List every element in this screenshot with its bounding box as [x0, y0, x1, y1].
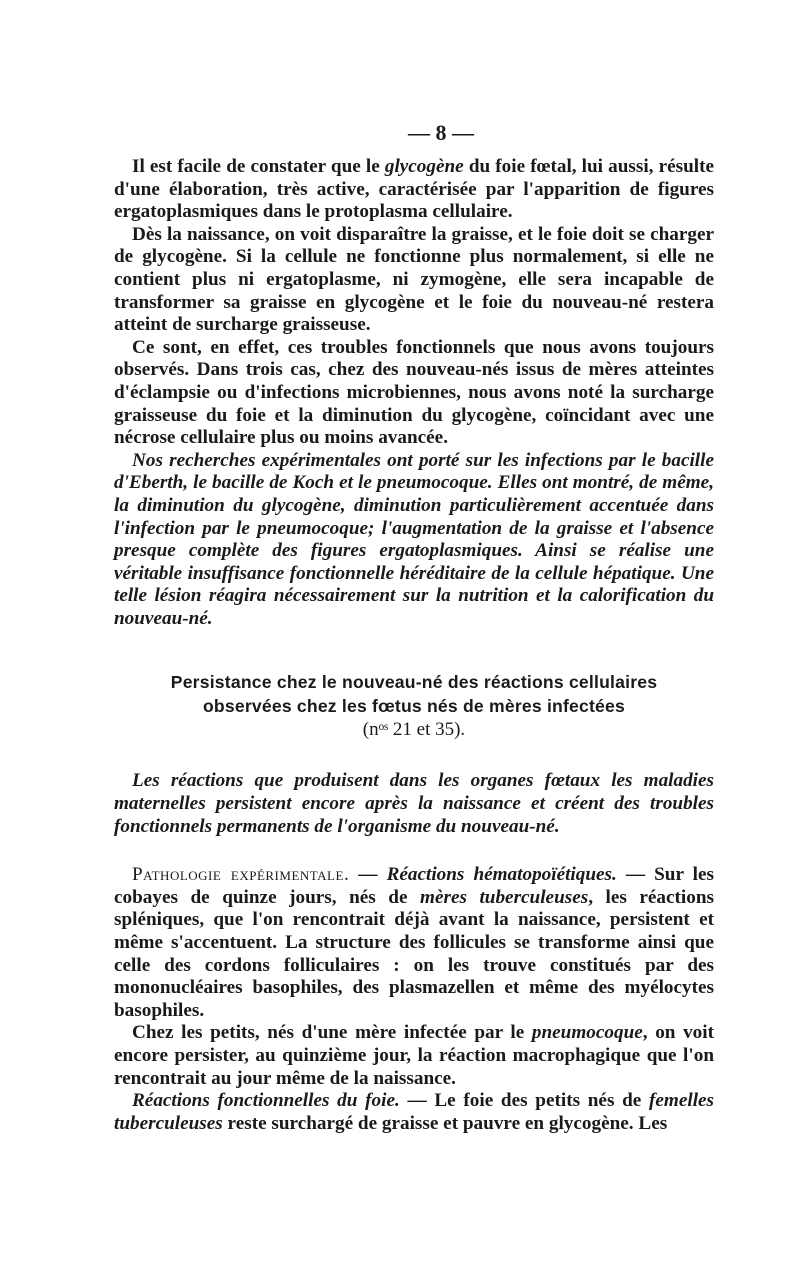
section-summary: Les réactions que produisent dans les organes fœtaux les maladies maternelles persistent encore après la naissance et créent des troubles fonctionnels permanents de l'organisme du nouveau-né. — [114, 770, 714, 837]
section-title — [114, 670, 714, 718]
paragraph-experimental-research: Nos recherches expérimentales ont porté sur les infections par le bacille d'Eberth, le bacille de Koch et le pneumocoque. Elles ont montré, de même, la diminution du glycogène, diminution particulièrement accentuée dans l'infection par le pneumocoque; l'augmentation de la graisse et l'absence presque complète des figures ergatoplasmiques. Ainsi se réalise une véritable insuffisance fonctionnelle héréditaire de la cellule hépatique. Une telle lésion réagira nécessairement sur la nutrition et la calorification du nouveau-né. — [114, 449, 714, 629]
paragraph-pneumocoque: Chez les petits, nés d'une mère infectée par le pneumocoque, on voit encore persister, au quinzième jour, la réaction macrophagique que l'on rencontrait au jour même de la naissance. — [114, 1022, 714, 1089]
paragraph-glycogen-fetal: Il est facile de constater que le glycogène du foie fœtal, lui aussi, résulte d'une élaboration, très active, caractérisée par l'apparition de figures ergatoplasmiques dans le protoplasma cellulaire. — [114, 156, 714, 223]
section-title-line2: observées chez les fœtus nés de mères infectées — [202, 696, 626, 717]
page-number: — 8 — — [408, 120, 474, 145]
paragraph-pathologie: Pathologie expérimentale. — Réactions hématopoïétiques. — Sur les cobayes de quinze jours, nés de mères tuberculeuses, les réactions spléniques, que l'on rencontrait déjà avant la naissance, persistent et même s'accentuent. La structure des follicules se transforme ainsi que celle des cordons folliculaires : on les trouve constitués par des mononucléaires basophiles, des plasmazellen et même des myélocytes basophiles. — [114, 864, 715, 1021]
paragraph-foie-reactions: Réactions fonctionnelles du foie. — Le foie des petits nés de femelles tuberculeuses reste surchargé de graisse et pauvre en glycogène. Les — [114, 1090, 715, 1134]
section-title-line1: Persistance chez le nouveau-né des réactions cellulaires — [170, 672, 658, 693]
paragraph-birth: Dès la naissance, on voit disparaître la graisse, et le foie doit se charger de glycogène. Si la cellule ne fonctionne plus normalement, si elle ne contient plus ni ergatoplasme, ni zymogène, elle sera incapable de transformer sa graisse en glycogène et le foie du nouveau-né restera atteint de surcharge graisseuse. — [114, 223, 714, 336]
section-reference: (nᵒˢ 21 et 35). — [362, 719, 466, 741]
paragraph-troubles: Ce sont, en effet, ces troubles fonctionnels que nous avons toujours observés. Dans trois cas, chez des nouveau-nés issus de mères atteintes d'éclampsie ou d'infections microbiennes, nous avons noté la surcharge graisseuse du foie et la diminution du glycogène, coïncidant avec une nécrose cellulaire plus ou moins avancée. — [114, 336, 714, 449]
